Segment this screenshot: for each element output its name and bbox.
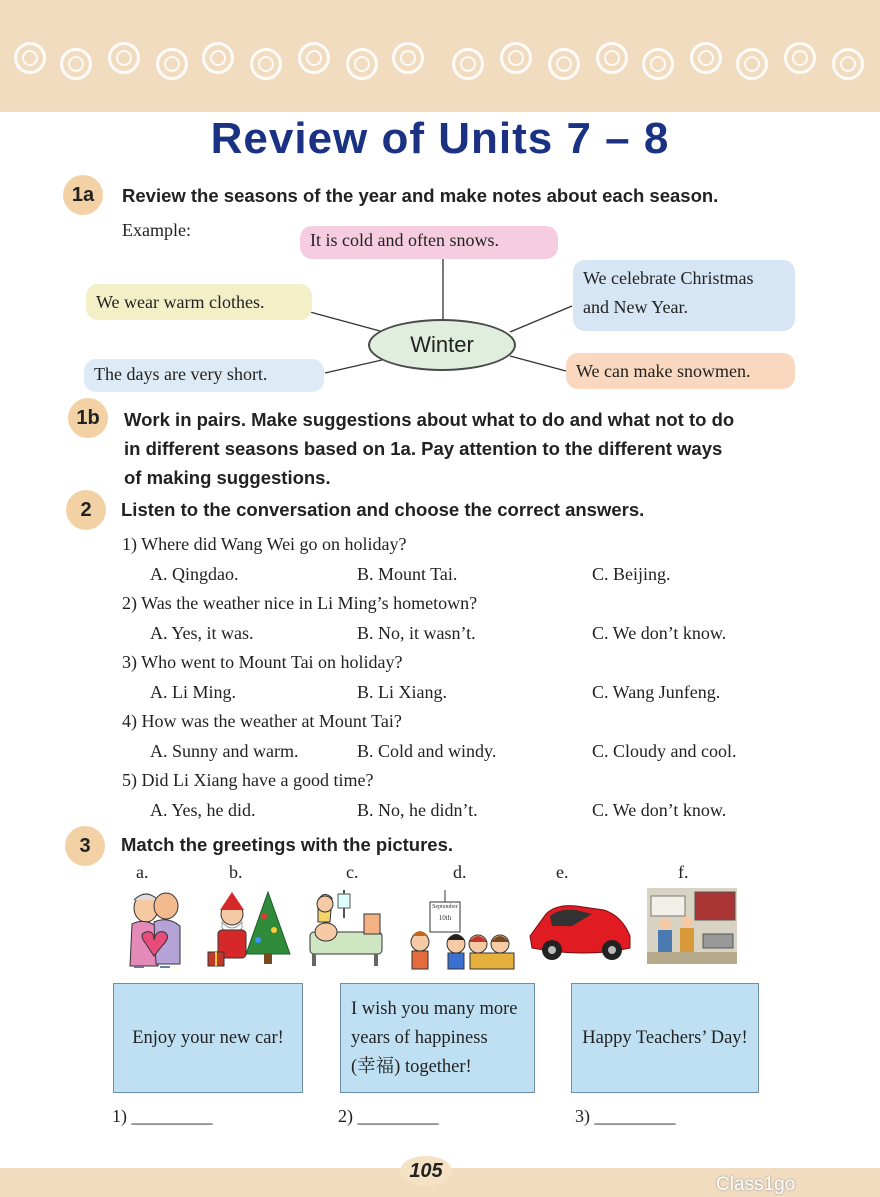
answer-blank-1[interactable]: 1) _________ bbox=[112, 1106, 213, 1126]
note-right-top-line1: We celebrate Christmas bbox=[583, 268, 754, 288]
picture-b-santa-christmas-tree bbox=[206, 888, 298, 970]
picture-d-students-drawing bbox=[408, 886, 516, 970]
greeting-box-3: Happy Teachers’ Day! bbox=[571, 983, 759, 1093]
question-2-option-b[interactable]: B. No, it wasn’t. bbox=[357, 623, 476, 643]
question-4-option-c[interactable]: C. Cloudy and cool. bbox=[592, 741, 737, 761]
note-right-bottom: We can make snowmen. bbox=[566, 353, 795, 389]
picture-label-a: a. bbox=[136, 862, 149, 882]
section-badge-3: 3 bbox=[65, 826, 105, 866]
picture-d-teachers-day bbox=[408, 886, 516, 970]
note-right-top-line2: and New Year. bbox=[583, 297, 688, 317]
calendar-day: 10th bbox=[438, 914, 452, 922]
connector-left-top bbox=[310, 312, 380, 331]
question-3-option-a[interactable]: A. Li Ming. bbox=[150, 682, 237, 702]
connector-right-top bbox=[510, 306, 572, 332]
question-2-option-a[interactable]: A. Yes, it was. bbox=[150, 623, 254, 643]
instruction-3: Match the greetings with the pictures. bbox=[121, 834, 454, 855]
note-top: It is cold and often snows. bbox=[300, 226, 558, 259]
connector-right-bottom bbox=[510, 356, 566, 371]
answer-blank-2[interactable]: 2) _________ bbox=[338, 1106, 439, 1126]
page-title: Review of Units 7 – 8 bbox=[210, 114, 670, 163]
greeting-box-2-line3: (幸福) together! bbox=[351, 1056, 472, 1077]
picture-e-red-car bbox=[526, 896, 634, 978]
picture-label-f: f. bbox=[678, 862, 689, 882]
question-2-option-c[interactable]: C. We don’t know. bbox=[592, 623, 727, 643]
section-badge-1a: 1a bbox=[63, 175, 103, 215]
instruction-2: Listen to the conversation and choose the correct answers. bbox=[121, 499, 645, 520]
section-badge-1b: 1b bbox=[68, 398, 108, 438]
question-5-option-a[interactable]: A. Yes, he did. bbox=[150, 800, 256, 820]
section-badge-2: 2 bbox=[66, 490, 106, 530]
instruction-1b-line1: Work in pairs. Make suggestions about what to do and what not to do bbox=[124, 409, 735, 430]
watermark: Class1go bbox=[716, 1174, 796, 1195]
question-1-option-b[interactable]: B. Mount Tai. bbox=[357, 564, 458, 584]
note-right-top bbox=[573, 260, 795, 331]
instruction-1b-line3: of making suggestions. bbox=[124, 467, 331, 488]
page-number: 105 bbox=[400, 1156, 452, 1186]
calendar-month: September bbox=[432, 904, 458, 910]
question-5-option-c[interactable]: C. We don’t know. bbox=[592, 800, 727, 820]
mindmap-center-winter: Winter bbox=[368, 319, 516, 371]
note-left-bottom: The days are very short. bbox=[84, 359, 324, 392]
picture-label-d: d. bbox=[453, 862, 467, 882]
picture-f-classroom bbox=[647, 888, 737, 970]
question-3: 3) Who went to Mount Tai on holiday? bbox=[122, 652, 403, 672]
instruction-1b bbox=[124, 405, 814, 492]
picture-a-elderly-couple bbox=[124, 886, 186, 968]
instruction-1b-line2: in different seasons based on 1a. Pay attention to the different ways bbox=[124, 438, 723, 459]
question-3-option-b[interactable]: B. Li Xiang. bbox=[357, 682, 447, 702]
question-1-option-c[interactable]: C. Beijing. bbox=[592, 564, 671, 584]
question-4-option-a[interactable]: A. Sunny and warm. bbox=[150, 741, 299, 761]
connector-left-bottom bbox=[325, 360, 382, 373]
question-4-option-b[interactable]: B. Cold and windy. bbox=[357, 741, 497, 761]
question-5: 5) Did Li Xiang have a good time? bbox=[122, 770, 374, 790]
question-4: 4) How was the weather at Mount Tai? bbox=[122, 711, 402, 731]
picture-label-e: e. bbox=[556, 862, 569, 882]
question-3-option-c[interactable]: C. Wang Junfeng. bbox=[592, 682, 721, 702]
answer-blank-3[interactable]: 3) _________ bbox=[575, 1106, 676, 1126]
picture-label-c: c. bbox=[346, 862, 359, 882]
greeting-box-1: Enjoy your new car! bbox=[113, 983, 303, 1093]
question-5-option-b[interactable]: B. No, he didn’t. bbox=[357, 800, 478, 820]
greeting-box-2 bbox=[340, 983, 535, 1093]
instruction-1a: Review the seasons of the year and make notes about each season. bbox=[122, 185, 719, 206]
note-left-top: We wear warm clothes. bbox=[86, 284, 312, 320]
question-1: 1) Where did Wang Wei go on holiday? bbox=[122, 534, 407, 554]
question-1-option-a[interactable]: A. Qingdao. bbox=[150, 564, 239, 584]
picture-label-b: b. bbox=[229, 862, 243, 882]
greeting-box-2-line2: years of happiness bbox=[351, 1027, 488, 1048]
greeting-box-2-text bbox=[351, 995, 517, 1082]
question-2: 2) Was the weather nice in Li Ming’s hometown? bbox=[122, 593, 478, 613]
example-label: Example: bbox=[122, 220, 191, 240]
picture-c-hospital-visit bbox=[308, 888, 384, 970]
greeting-box-2-line1: I wish you many more bbox=[351, 998, 518, 1019]
